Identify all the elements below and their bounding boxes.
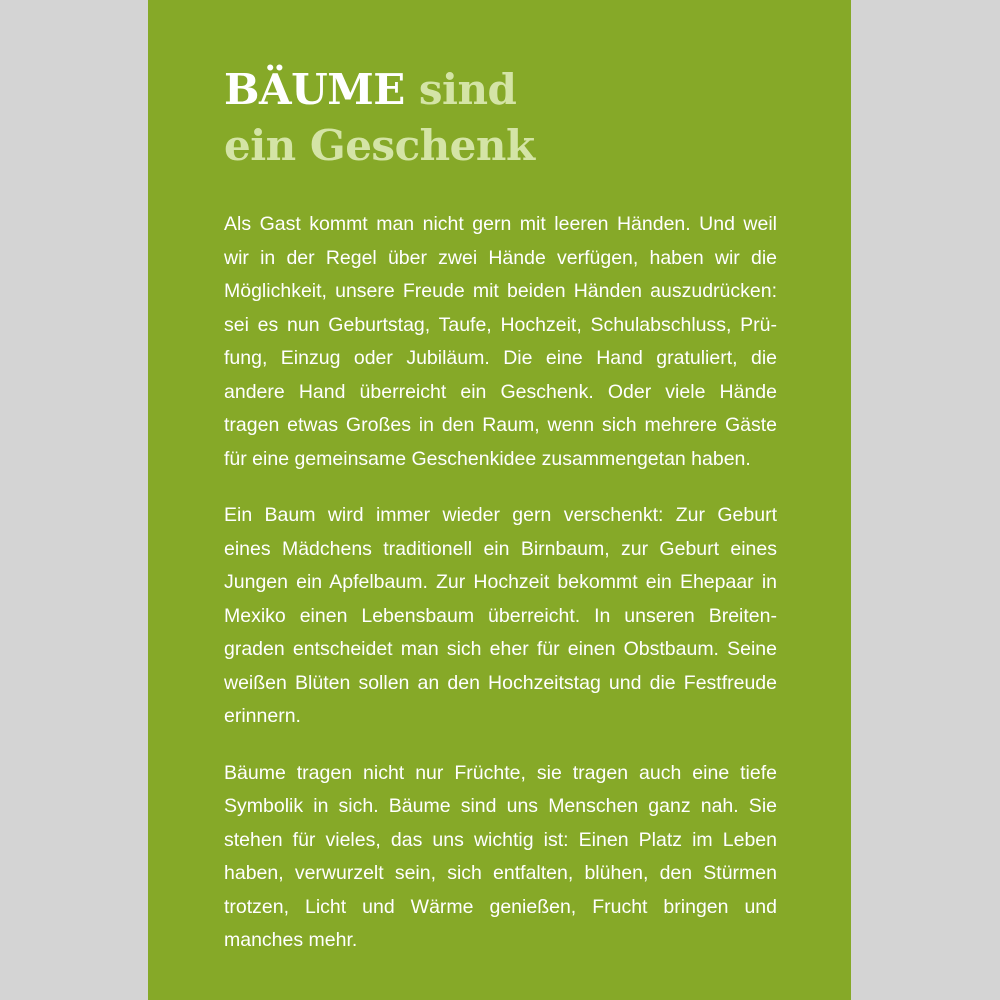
paragraph-line: Symbolik in sich. Bäume sind uns Menschen ganz nah. Sie [224,795,777,817]
paragraph-line: weißen Blüten sollen an den Hochzeitstag und die Festfreude [224,671,777,694]
page-title [224,62,777,174]
paragraph-line: Als Gast kommt man nicht gern mit leeren Händen. Und weil [224,213,777,235]
paragraph-line: haben, verwurzelt sein, sich entfalten, blühen, den Stürmen [224,862,777,884]
paragraph-line: fung, Einzug oder Jubiläum. Die eine Hand gratuliert, die [224,347,777,369]
paragraph-line: andere Hand überreicht ein Geschenk. Oder viele Hände [224,380,777,403]
paragraph [224,208,777,476]
paragraph-line: wir in der Regel über zwei Hände verfügen, haben wir die [224,246,777,269]
paragraph-line: tragen etwas Großes in den Raum, wenn sich mehrere Gäste [224,414,777,436]
paragraph [224,499,777,734]
paragraph-line: für eine gemeinsame Geschenkidee zusammengetan haben. [224,447,751,470]
paragraph-line: Jungen ein Apfelbaum. Zur Hochzeit bekommt ein Ehepaar in [224,571,777,593]
paragraph [224,757,777,958]
paragraph-line: stehen für vieles, das uns wichtig ist: Einen Platz im Leben [224,828,777,851]
paragraph-line: eines Mädchens traditionell ein Birnbaum, zur Geburt eines [224,537,777,560]
paragraph-line: Möglichkeit, unsere Freude mit beiden Händen auszudrücken: [224,280,777,302]
title-line-2: ein Geschenk [224,121,535,170]
title-soft-word: sind [418,65,517,114]
title-line-1 [224,62,777,118]
paragraph-line: manches mehr. [224,929,358,951]
paragraph-line: trotzen, Licht und Wärme genießen, Frucht bringen und [224,895,777,918]
page [148,0,851,1000]
paragraph-line: Ein Baum wird immer wieder gern verschenkt: Zur Geburt [224,504,777,526]
paragraph-line: Bäume tragen nicht nur Früchte, sie tragen auch eine tiefe [224,761,777,784]
body-text [224,208,777,958]
paragraph-line: erinnern. [224,705,301,727]
title-strong-word: BÄUME [224,65,405,114]
paragraph-line: sei es nun Geburtstag, Taufe, Hochzeit, Schulabschluss, Prü- [224,313,777,336]
paragraph-line: Mexiko einen Lebensbaum überreicht. In unseren Breiten- [224,604,777,627]
paragraph-line: graden entscheidet man sich eher für einen Obstbaum. Seine [224,638,777,660]
